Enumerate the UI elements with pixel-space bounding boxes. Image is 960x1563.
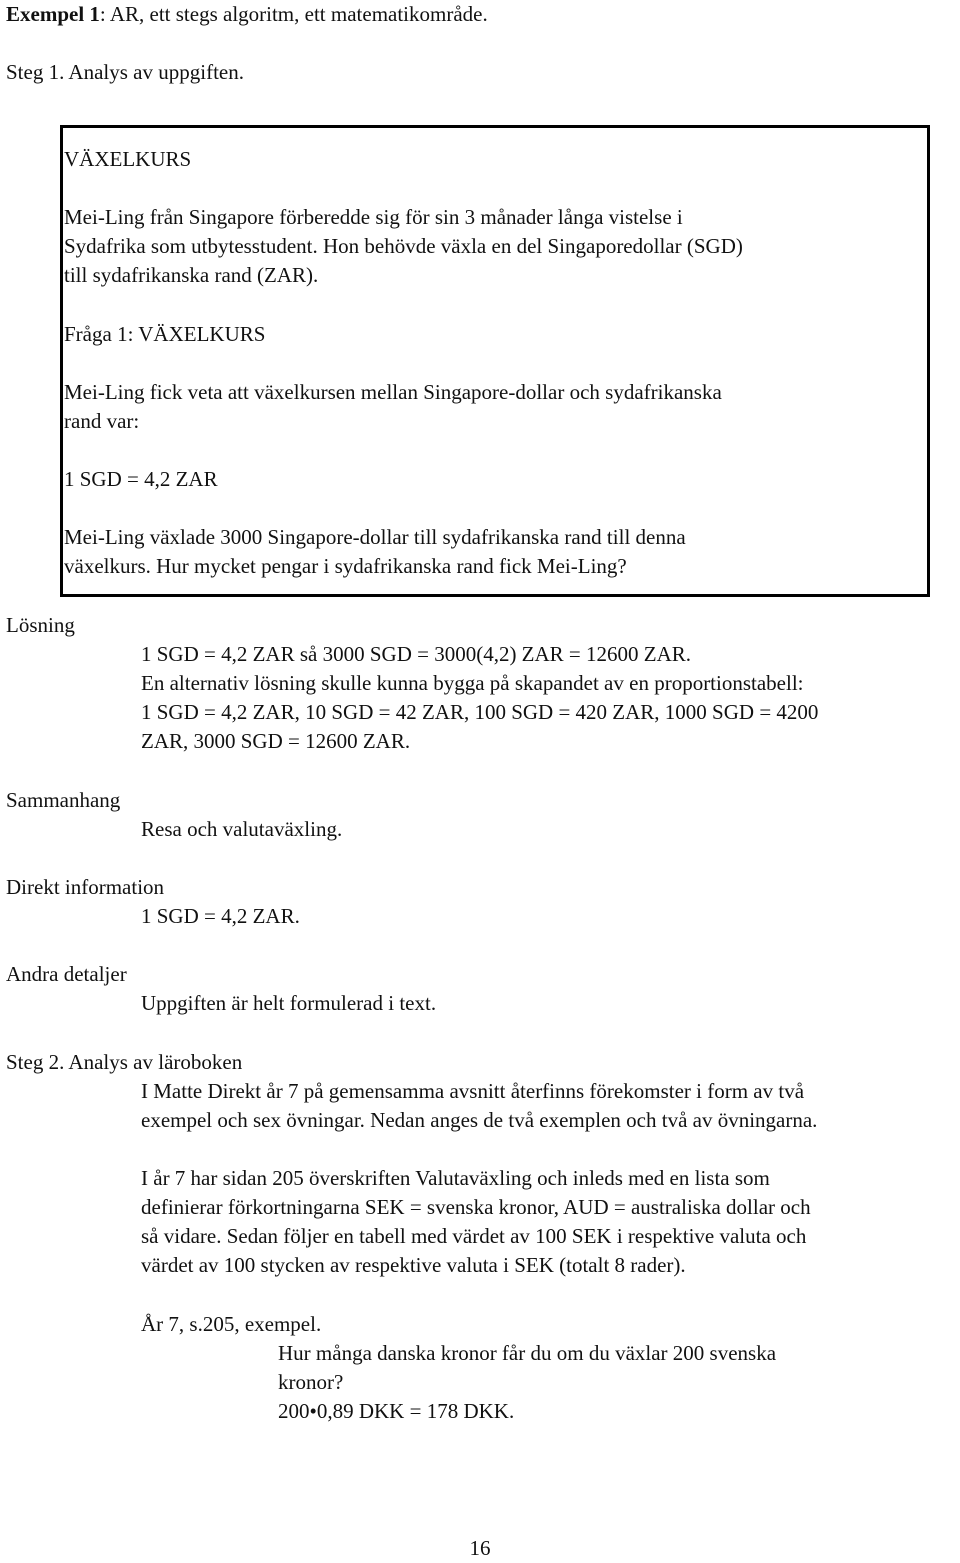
step2-paragraph-line: definierar förkortningarna SEK = svenska kronor, AUD = australiska dollar och [141,1195,811,1219]
solution-line: ZAR, 3000 SGD = 12600 ZAR. [141,729,411,753]
context-label: Sammanhang [6,788,121,812]
step2-paragraph-line: exempel och sex övningar. Nedan anges de två exemplen och två av övningarna. [141,1108,818,1132]
context-text: Resa och valutaväxling. [141,817,343,841]
example-line: kronor? [278,1370,344,1394]
step2-paragraph-line: värdet av 100 stycken av respektive valuta i SEK (totalt 8 rader). [141,1253,686,1277]
task-title: VÄXELKURS [64,147,192,171]
document-title [6,0,488,29]
example-line: Hur många danska kronor får du om du växlar 200 svenska [278,1341,777,1365]
example-label: År 7, s.205, exempel. [141,1312,322,1336]
other-details-label: Andra detaljer [6,962,127,986]
solution-line: 1 SGD = 4,2 ZAR så 3000 SGD = 3000(4,2) ZAR = 12600 ZAR. [141,642,692,666]
question-line: rand var: [64,409,140,433]
solution-line: 1 SGD = 4,2 ZAR, 10 SGD = 42 ZAR, 100 SGD = 420 ZAR, 1000 SGD = 4200 [141,700,819,724]
exchange-rate: 1 SGD = 4,2 ZAR [64,467,218,491]
task-intro-line: till sydafrikanska rand (ZAR). [64,263,319,287]
solution-line: En alternativ lösning skulle kunna bygga på skapandet av en proportionstabell: [141,671,804,695]
step2-paragraph-line: I Matte Direkt år 7 på gemensamma avsnitt återfinns förekomster i form av två [141,1079,805,1103]
question-final-line: Mei-Ling växlade 3000 Singapore-dollar till sydafrikanska rand till denna [64,525,686,549]
step2-paragraph-line: så vidare. Sedan följer en tabell med värdet av 100 SEK i respektive valuta och [141,1224,807,1248]
step2-paragraph-line: I år 7 har sidan 205 överskriften Valutaväxling och inleds med en lista som [141,1166,770,1190]
task-intro-line: Sydafrika som utbytesstudent. Hon behövde växla en del Singaporedollar (SGD) [64,234,743,258]
step2-heading: Steg 2. Analys av läroboken [6,1050,243,1074]
other-details-text: Uppgiften är helt formulerad i text. [141,991,437,1015]
title-bold: Exempel 1 [6,2,100,26]
question-line: Mei-Ling fick veta att växelkursen mellan Singapore-dollar och sydafrikanska [64,380,722,404]
example-line: 200•0,89 DKK = 178 DKK. [278,1399,515,1423]
solution-label: Lösning [6,613,75,637]
task-intro-line: Mei-Ling från Singapore förberedde sig för sin 3 månader långa vistelse i [64,205,683,229]
question-final-line: växelkurs. Hur mycket pengar i sydafrikanska rand fick Mei-Ling? [64,554,627,578]
step1-heading: Steg 1. Analys av uppgiften. [6,60,244,84]
page-number: 16 [469,1536,491,1560]
direct-info-label: Direkt information [6,875,165,899]
direct-info-text: 1 SGD = 4,2 ZAR. [141,904,300,928]
question-title: Fråga 1: VÄXELKURS [64,322,266,346]
title-rest: : AR, ett stegs algoritm, ett matematikområde. [99,2,488,26]
